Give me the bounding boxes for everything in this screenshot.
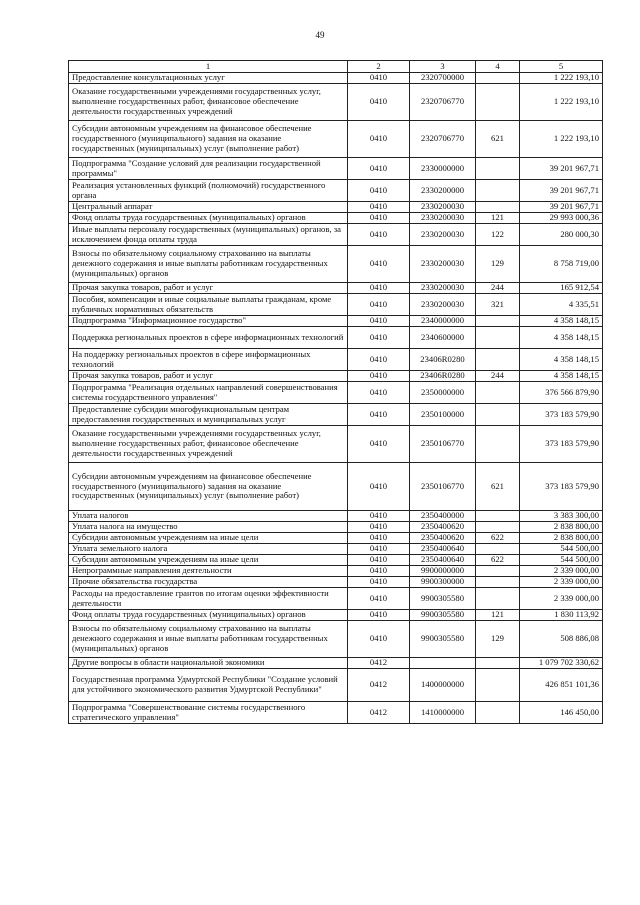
row-amount: 1 830 113,92 — [520, 610, 603, 621]
row-target-code: 2350000000 — [410, 382, 476, 404]
row-target-code: 2320700000 — [410, 73, 476, 84]
row-amount: 4 358 148,15 — [520, 327, 603, 349]
row-amount: 508 886,08 — [520, 621, 603, 658]
row-section-code: 0410 — [348, 566, 410, 577]
row-section-code: 0410 — [348, 588, 410, 610]
row-name: Предоставление консультационных услуг — [69, 73, 348, 84]
row-target-code: 2320706770 — [410, 84, 476, 121]
row-name: Взносы по обязательному социальному страхованию на выплаты денежного содержания и иные выплаты работникам государственных (муниципальных) органов — [69, 621, 348, 658]
page-number: 49 — [315, 30, 325, 40]
row-section-code: 0410 — [348, 121, 410, 158]
row-amount: 4 358 148,15 — [520, 371, 603, 382]
row-section-code: 0412 — [348, 702, 410, 724]
table-row — [69, 522, 603, 533]
row-section-code: 0410 — [348, 555, 410, 566]
row-section-code: 0410 — [348, 544, 410, 555]
row-expense-type — [476, 202, 520, 213]
row-target-code: 1410000000 — [410, 702, 476, 724]
row-section-code: 0410 — [348, 294, 410, 316]
row-section-code: 0412 — [348, 669, 410, 702]
row-amount: 2 339 000,00 — [520, 588, 603, 610]
row-expense-type: 622 — [476, 533, 520, 544]
table-row — [69, 158, 603, 180]
row-expense-type — [476, 158, 520, 180]
table-row — [69, 463, 603, 511]
table-row — [69, 121, 603, 158]
row-expense-type — [476, 404, 520, 426]
table-row — [69, 511, 603, 522]
table-row — [69, 658, 603, 669]
row-target-code: 1400000000 — [410, 669, 476, 702]
row-amount: 280 000,30 — [520, 224, 603, 246]
row-amount: 544 500,00 — [520, 544, 603, 555]
table-row — [69, 371, 603, 382]
table-row — [69, 213, 603, 224]
row-amount: 1 222 193,10 — [520, 73, 603, 84]
row-name: На поддержку региональных проектов в сфере информационных технологий — [69, 349, 348, 371]
row-section-code: 0410 — [348, 371, 410, 382]
row-target-code: 2350106770 — [410, 463, 476, 511]
table-row — [69, 246, 603, 283]
row-expense-type: 121 — [476, 213, 520, 224]
table-row — [69, 294, 603, 316]
row-expense-type — [476, 522, 520, 533]
row-name: Фонд оплаты труда государственных (муниципальных) органов — [69, 213, 348, 224]
table-row — [69, 382, 603, 404]
row-section-code: 0410 — [348, 463, 410, 511]
row-expense-type — [476, 426, 520, 463]
row-amount: 1 222 193,10 — [520, 84, 603, 121]
row-expense-type — [476, 577, 520, 588]
row-amount: 146 450,00 — [520, 702, 603, 724]
row-expense-type: 129 — [476, 621, 520, 658]
row-amount: 426 851 101,36 — [520, 669, 603, 702]
row-section-code: 0410 — [348, 426, 410, 463]
row-target-code: 2350400000 — [410, 511, 476, 522]
row-section-code: 0410 — [348, 522, 410, 533]
row-expense-type: 622 — [476, 555, 520, 566]
row-target-code: 23406R0280 — [410, 349, 476, 371]
table-header — [69, 61, 603, 73]
table-row — [69, 202, 603, 213]
row-section-code: 0410 — [348, 213, 410, 224]
row-section-code: 0410 — [348, 180, 410, 202]
table-row — [69, 316, 603, 327]
column-header-4: 4 — [476, 61, 520, 73]
table-row — [69, 533, 603, 544]
row-expense-type: 121 — [476, 610, 520, 621]
row-expense-type: 129 — [476, 246, 520, 283]
row-target-code: 9900305580 — [410, 610, 476, 621]
row-section-code: 0410 — [348, 349, 410, 371]
row-amount: 373 183 579,90 — [520, 404, 603, 426]
row-target-code: 2330000000 — [410, 158, 476, 180]
row-amount: 4 335,51 — [520, 294, 603, 316]
row-name: Уплата земельного налога — [69, 544, 348, 555]
table-row — [69, 577, 603, 588]
row-target-code: 9900305580 — [410, 588, 476, 610]
row-expense-type: 321 — [476, 294, 520, 316]
row-amount: 39 201 967,71 — [520, 202, 603, 213]
row-expense-type — [476, 327, 520, 349]
table-row — [69, 610, 603, 621]
table-row — [69, 404, 603, 426]
row-target-code: 9900305580 — [410, 621, 476, 658]
row-expense-type — [476, 382, 520, 404]
row-name: Другие вопросы в области национальной экономики — [69, 658, 348, 669]
row-target-code: 23406R0280 — [410, 371, 476, 382]
row-expense-type — [476, 658, 520, 669]
table-row — [69, 669, 603, 702]
row-target-code: 2340600000 — [410, 327, 476, 349]
row-target-code: 2350400620 — [410, 522, 476, 533]
row-name: Реализация установленных функций (полномочий) государственного органа — [69, 180, 348, 202]
row-section-code: 0410 — [348, 202, 410, 213]
row-amount: 165 912,54 — [520, 283, 603, 294]
row-name: Субсидии автономным учреждениям на иные цели — [69, 555, 348, 566]
table-row — [69, 349, 603, 371]
row-section-code: 0410 — [348, 158, 410, 180]
row-name: Центральный аппарат — [69, 202, 348, 213]
row-target-code: 2320706770 — [410, 121, 476, 158]
row-target-code: 2350400620 — [410, 533, 476, 544]
row-amount: 544 500,00 — [520, 555, 603, 566]
row-name: Пособия, компенсации и иные социальные выплаты гражданам, кроме публичных нормативных обязательств — [69, 294, 348, 316]
row-expense-type — [476, 84, 520, 121]
table-row — [69, 544, 603, 555]
row-amount: 2 339 000,00 — [520, 577, 603, 588]
row-expense-type: 244 — [476, 283, 520, 294]
column-header-3: 3 — [410, 61, 476, 73]
row-expense-type — [476, 180, 520, 202]
row-target-code: 2350106770 — [410, 426, 476, 463]
table-row — [69, 555, 603, 566]
row-target-code: 2350100000 — [410, 404, 476, 426]
row-name: Подпрограмма "Совершенствование системы государственного стратегического управления" — [69, 702, 348, 724]
row-target-code: 2350400640 — [410, 544, 476, 555]
row-name: Прочая закупка товаров, работ и услуг — [69, 371, 348, 382]
row-amount: 373 183 579,90 — [520, 463, 603, 511]
row-section-code: 0412 — [348, 658, 410, 669]
row-section-code: 0410 — [348, 283, 410, 294]
row-name: Государственная программа Удмуртской Республики "Создание условий для устойчивого экономического развития Удмуртской Республики" — [69, 669, 348, 702]
row-expense-type — [476, 73, 520, 84]
row-target-code: 2350400640 — [410, 555, 476, 566]
row-expense-type — [476, 544, 520, 555]
row-expense-type: 621 — [476, 463, 520, 511]
row-name: Фонд оплаты труда государственных (муниципальных) органов — [69, 610, 348, 621]
row-section-code: 0410 — [348, 621, 410, 658]
row-amount: 8 758 719,00 — [520, 246, 603, 283]
row-amount: 2 838 800,00 — [520, 522, 603, 533]
row-expense-type — [476, 511, 520, 522]
row-name: Предоставление субсидии многофункциональным центрам предоставления государственных и муниципальных услуг — [69, 404, 348, 426]
table-row — [69, 426, 603, 463]
row-section-code: 0410 — [348, 84, 410, 121]
row-name: Взносы по обязательному социальному страхованию на выплаты денежного содержания и иные выплаты работникам государственных (муниципальных) органов — [69, 246, 348, 283]
row-target-code: 2330200030 — [410, 213, 476, 224]
row-expense-type — [476, 669, 520, 702]
row-section-code: 0410 — [348, 533, 410, 544]
row-amount: 3 383 300,00 — [520, 511, 603, 522]
row-target-code: 9900300000 — [410, 577, 476, 588]
table-row — [69, 73, 603, 84]
budget-table — [68, 60, 603, 724]
row-section-code: 0410 — [348, 610, 410, 621]
row-amount: 2 838 800,00 — [520, 533, 603, 544]
row-name: Поддержка региональных проектов в сфере информационных технологий — [69, 327, 348, 349]
row-name: Уплата налога на имущество — [69, 522, 348, 533]
row-name: Субсидии автономным учреждениям на финансовое обеспечение государственного (муниципального) задания на оказание государственных (муниципальных) услуг (выполнение работ) — [69, 121, 348, 158]
row-section-code: 0410 — [348, 224, 410, 246]
row-amount: 4 358 148,15 — [520, 349, 603, 371]
row-name: Подпрограмма "Информационное государство" — [69, 316, 348, 327]
table-row — [69, 566, 603, 577]
table-row — [69, 224, 603, 246]
row-section-code: 0410 — [348, 577, 410, 588]
row-target-code: 2330200000 — [410, 180, 476, 202]
row-target-code: 2340000000 — [410, 316, 476, 327]
row-amount: 2 339 000,00 — [520, 566, 603, 577]
row-amount: 1 079 702 330,62 — [520, 658, 603, 669]
row-expense-type — [476, 566, 520, 577]
row-target-code: 2330200030 — [410, 294, 476, 316]
row-amount: 373 183 579,90 — [520, 426, 603, 463]
row-name: Иные выплаты персоналу государственных (муниципальных) органов, за исключением фонда оплаты труда — [69, 224, 348, 246]
row-name: Подпрограмма "Реализация отдельных направлений совершенствования системы государственного управления" — [69, 382, 348, 404]
row-target-code — [410, 658, 476, 669]
row-expense-type: 621 — [476, 121, 520, 158]
table-row — [69, 588, 603, 610]
row-target-code: 2330200030 — [410, 224, 476, 246]
row-section-code: 0410 — [348, 246, 410, 283]
row-amount: 376 566 879,90 — [520, 382, 603, 404]
row-section-code: 0410 — [348, 511, 410, 522]
row-name: Уплата налогов — [69, 511, 348, 522]
row-name: Прочая закупка товаров, работ и услуг — [69, 283, 348, 294]
row-expense-type: 122 — [476, 224, 520, 246]
column-header-1: 1 — [69, 61, 348, 73]
table-body — [69, 73, 603, 724]
row-amount: 1 222 193,10 — [520, 121, 603, 158]
row-amount: 4 358 148,15 — [520, 316, 603, 327]
row-name: Субсидии автономным учреждениям на финансовое обеспечение государственного (муниципального) задания на оказание государственных (муниципальных) услуг (выполнение работ) — [69, 463, 348, 511]
row-target-code: 2330200030 — [410, 246, 476, 283]
row-expense-type — [476, 349, 520, 371]
row-name: Субсидии автономным учреждениям на иные цели — [69, 533, 348, 544]
row-amount: 29 993 000,36 — [520, 213, 603, 224]
row-name: Прочие обязательства государства — [69, 577, 348, 588]
row-name: Оказание государственными учреждениями государственных услуг, выполнение государственных работ, финансовое обеспечение деятельности государственных учреждений — [69, 426, 348, 463]
row-expense-type — [476, 702, 520, 724]
row-section-code: 0410 — [348, 404, 410, 426]
table-row — [69, 327, 603, 349]
row-expense-type — [476, 588, 520, 610]
column-header-2: 2 — [348, 61, 410, 73]
table-row — [69, 702, 603, 724]
row-name: Непрограммные направления деятельности — [69, 566, 348, 577]
row-name: Подпрограмма "Создание условий для реализации государственной программы" — [69, 158, 348, 180]
row-section-code: 0410 — [348, 327, 410, 349]
row-target-code: 9900000000 — [410, 566, 476, 577]
row-section-code: 0410 — [348, 73, 410, 84]
row-target-code: 2330200030 — [410, 283, 476, 294]
row-section-code: 0410 — [348, 316, 410, 327]
row-amount: 39 201 967,71 — [520, 180, 603, 202]
row-section-code: 0410 — [348, 382, 410, 404]
table-row — [69, 84, 603, 121]
row-amount: 39 201 967,71 — [520, 158, 603, 180]
row-name: Оказание государственными учреждениями государственных услуг, выполнение государственных работ, финансовое обеспечение деятельности государственных учреждений — [69, 84, 348, 121]
row-target-code: 2330200030 — [410, 202, 476, 213]
table-row — [69, 621, 603, 658]
table-row — [69, 283, 603, 294]
row-name: Расходы на предоставление грантов по итогам оценки эффективности деятельности — [69, 588, 348, 610]
table-row — [69, 180, 603, 202]
row-expense-type — [476, 316, 520, 327]
row-expense-type: 244 — [476, 371, 520, 382]
column-header-5: 5 — [520, 61, 603, 73]
